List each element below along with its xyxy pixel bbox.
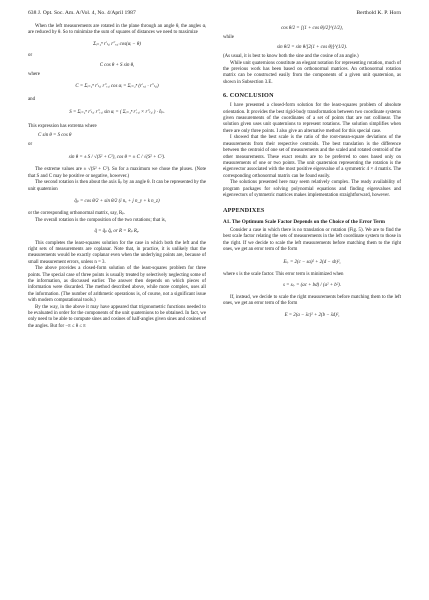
equation-error-rl: E = 2(a − s̄c)² + 2(b − s̄d)², xyxy=(284,312,340,318)
section-heading-conclusion: 6. CONCLUSION xyxy=(223,92,274,100)
text-and: and xyxy=(28,96,36,102)
paragraph-orthonormal-matrices: While unit quaternions constitute an elegant notation for representing rotation, much of the previous work has been based on orthonormal matrices. An orthonormal rotation matrix can be constructed easily from the components of a given unit quaternion, as shown in Subsection 3.E. xyxy=(223,60,401,85)
equation-composition: q̊ = q̊ₚ q̊ₐ or R = Rₚ Rₐ. xyxy=(94,229,140,235)
equation-c-cos-s-sin: C cos θ + S sin θ, xyxy=(99,62,135,68)
paragraph-matrix-rp: or the corresponding orthonormal matrix, say, Rₚ. xyxy=(28,211,126,217)
equation-sin-half-angle: sin θ/2 = sin θ/[2(1 + cos θ)]^(1/2). xyxy=(276,44,348,50)
equation-error-lr: Eₗᵣ = 2(c − sa)² + 2(d − sb)², xyxy=(283,259,341,265)
paragraph-scale-right: If, instead, we decide to scale the right measurements before matching them to the left ones, we get an error term of the form xyxy=(223,294,401,307)
paragraph-overall-rotation: The overall rotation is the composition of the two rotations; that is, xyxy=(35,217,166,223)
running-header-left: 638 J. Opt. Soc. Am. A/Vol. 4, No. 4/April 1987 xyxy=(28,10,136,16)
equation-sin-cos-theta: sin θ = ± S / √(S² + C²), cos θ = ± C / √(S² + C²). xyxy=(68,154,166,160)
equation-c-definition: C = Σᵢ₌₁ⁿ r′ₗ,ᵢ r″ᵣ,ᵢ cos αᵢ = Σᵢ₌₁ⁿ (r′ᵣ,ᵢ · r″ₗ,ᵢ) xyxy=(75,84,159,90)
left-column xyxy=(28,24,206,330)
paragraph-scale-minimized: where s is the scale factor. This error term is minimized when xyxy=(223,271,344,277)
equation-unit-quaternion-p: q̊ₚ = cos θ/2 + sin θ/2 (i nₓ + j n_y + k n_z) xyxy=(74,198,160,204)
text-extrema: This expression has extrema where xyxy=(28,123,97,129)
text-while: while xyxy=(223,35,234,41)
paragraph-three-points: The above provides a closed-form solution of the least-squares problem for three points. The special case of three points is usually treated by selectively neglecting some of the information, as discussed earlier. The answer then depends on which pieces of information were discarded. The method described above, while more complex, uses all the information. (The number of arithmetic operations is, of course, not a significant issue with modern computational tools.) xyxy=(28,266,206,304)
equation-sum-cos: Σᵢ₌₁ⁿ r′ₗ,ᵢ r″ᵣ,ᵢ cos(αᵢ − θ) xyxy=(93,41,141,47)
paragraph-extreme-values: The extreme values are ± √(S² + C²). So for a maximum we chose the pluses. (Note that S and C may be positive or negative, however.) xyxy=(28,167,206,179)
equation-scale-slr: s = sₗᵣ = (ac + bd) / (a² + b²). xyxy=(282,283,342,289)
equation-extrema: C sin θ = S cos θ xyxy=(38,133,72,139)
running-header-right: Berthold K. P. Horn xyxy=(356,10,401,16)
right-column xyxy=(223,24,401,324)
paragraph-scale-case: Consider a case in which there is no translation or rotation (Fig. 5). We are to find the best scale factor relating the sets of measurements in the left coordinate system to those in the right. If we decide to scale the left measurements before matching them to the right ones, we get an error term of the form xyxy=(223,227,401,253)
equation-cos-half-angle: cos θ/2 = [(1 + cos θ)/2]^(1/2), xyxy=(281,26,343,31)
section-heading-appendixes: APPENDIXES xyxy=(223,207,265,215)
equation-s-definition: S = Σᵢ₌₁ⁿ r′ₗ,ᵢ r″ᵣ,ᵢ sin αᵢ = ( Σᵢ₌₁ⁿ r′ᵣ,ᵢ × r″ₗ,ᵢ ) · n̂ₚ. xyxy=(69,110,165,116)
paragraph-sine-cosine-note: (As usual, it is best to know both the sine and the cosine of an angle.) xyxy=(223,54,359,60)
paragraph-conclusion-2: I showed that the best scale is the ratio of the root-mean-square deviations of the measurements from their respective centroids. The best translation is the difference between the centroid of one set of measurements and the scaled and rotated centroid of the other measurements. These exact results are to be preferred to ones based only on measurements of one or two points. The unit quaternion representing the rotation is the eigenvector associated with the most positive eigenvalue of a symmetric 4 × 4 matrix. The corresponding orthonormal matrix can be found easily. xyxy=(223,135,401,179)
paragraph-second-rotation: The second rotation is then about the axis n̂ₚ by an angle θ. It can be represented by the unit quaternion xyxy=(28,180,206,192)
paragraph-coplanar-conclusion: This completes the least-squares solution for the case in which both the left and the right sets of measurements are coplanar. Note that, in practice, it is unlikely that the measurements would be exactly coplanar even when the underlying points are, because of small measurement errors, unless n = 3. xyxy=(28,240,206,265)
paragraph-half-angles: By the way, in the above it may have appeared that trigonometric functions needed to be evaluated in order for the components of the unit quaternions to be obtained. In fact, we only need to be able to compute sines and cosines of half-angles given sines and cosines of the angles. But for −π ≤ θ ≤ π xyxy=(28,304,206,329)
paragraph-conclusion-3: The solutions presented here may seem relatively complex. The ready availability of program packages for solving polynomial equations and finding eigenvalues and eigenvectors of symmetric matrices makes implementation straightforward, however. xyxy=(223,180,401,198)
text-or: or xyxy=(28,53,33,59)
paragraph-rotation-intro: When the left measurements are rotated in the plane through an angle θ, the angles αᵢ are reduced by θ. So to minimize the sum of squares of distances we need to maximize xyxy=(28,24,206,36)
text-where: where xyxy=(28,72,40,78)
paragraph-conclusion-1: I have presented a closed-form solution for the least-squares problem of absolute orientation. It provides the best rigid-body transformation between two coordinate systems given measurements of the coordinates of a set of points that are not collinear. The solution given uses unit quaternions to represent rotations. The solution simplifies when there are only three points. I also give an alternative method for this special case. xyxy=(223,103,401,134)
text-or-2: or xyxy=(28,142,33,148)
subsection-heading-a1: A1. The Optimum Scale Factor Depends on the Choice of the Error Term xyxy=(223,219,386,226)
